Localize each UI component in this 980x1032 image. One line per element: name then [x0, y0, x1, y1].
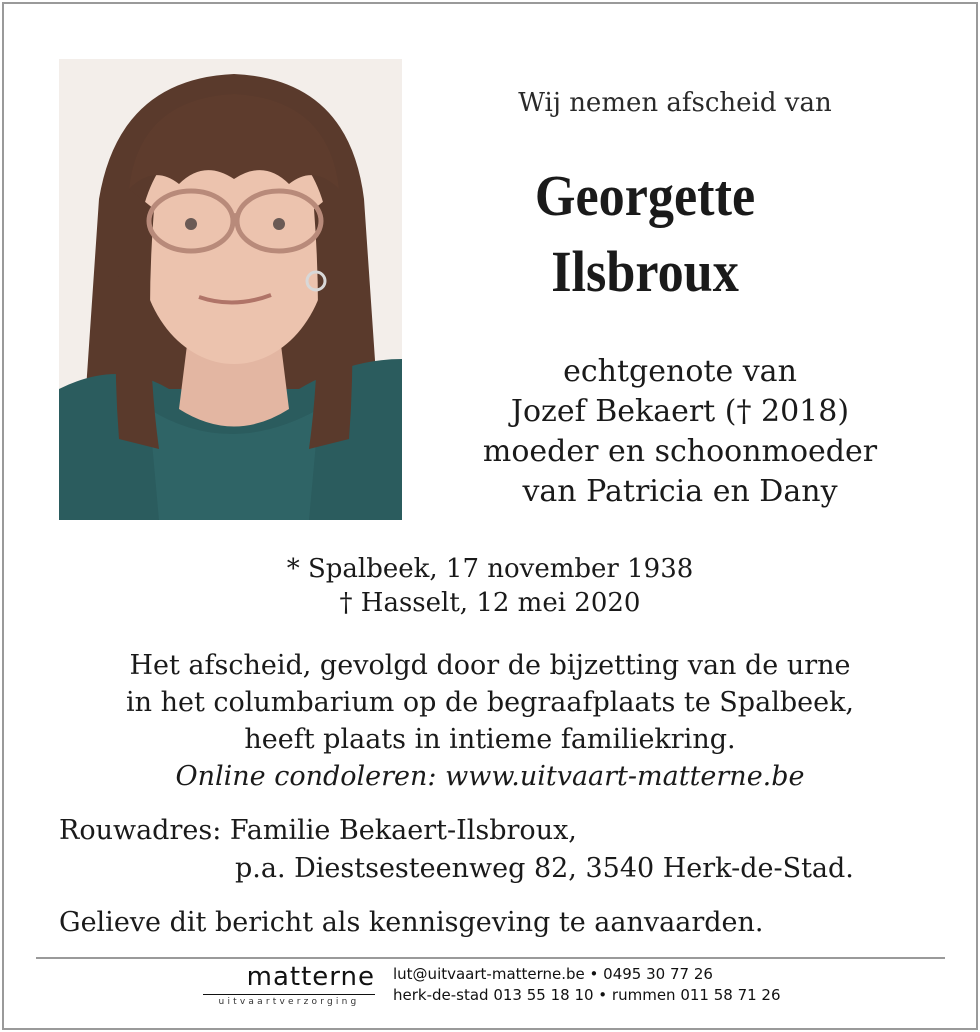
footer-divider — [36, 957, 945, 959]
relation-line: Jozef Bekaert († 2018) — [510, 394, 850, 429]
ceremony-line: in het columbarium op de begraafplaats te Spalbeek, — [125, 687, 855, 718]
ceremony-line: heeft plaats in intieme familiekring. — [244, 724, 736, 755]
relation-line: echtgenote van — [563, 354, 797, 389]
address-line: p.a. Diestsesteenweg 82, 3540 Herk-de-Stad. — [235, 853, 854, 884]
ceremony-line: Het afscheid, gevolgd door de bijzetting van de urne — [129, 650, 851, 681]
portrait-photo — [59, 59, 402, 520]
logo-word: matterne — [246, 962, 375, 992]
deceased-name — [461, 158, 830, 310]
birth-date: * Spalbeek, 17 november 1938 — [286, 554, 694, 584]
address-line: Rouwadres: Familie Bekaert-Ilsbroux, — [59, 815, 577, 846]
contact-info — [393, 964, 813, 1006]
mourning-address — [59, 812, 939, 888]
logo-rule — [203, 994, 375, 995]
online-condolence-link[interactable]: Online condoleren: www.uitvaart-matterne.be — [175, 761, 805, 792]
relation-line: van Patricia en Dany — [522, 474, 838, 509]
ceremony-block — [0, 647, 980, 795]
last-name: Ilsbroux — [551, 239, 739, 304]
dates-block — [0, 552, 980, 620]
logo-subtitle: uitvaartverzorging — [218, 997, 360, 1007]
contact-line[interactable]: lut@uitvaart-matterne.be • 0495 30 77 26 — [393, 965, 713, 983]
relation-line: moeder en schoonmoeder — [482, 434, 878, 469]
contact-line: herk-de-stad 013 55 18 10 • rummen 011 58 71 26 — [393, 986, 781, 1004]
first-name: Georgette — [534, 163, 756, 228]
matterne-logo — [203, 962, 375, 1012]
notice-text: Gelieve dit bericht als kennisgeving te aanvaarden. — [59, 907, 764, 938]
relations-block — [420, 352, 940, 512]
intro-text: Wij nemen afscheid van — [518, 88, 832, 118]
death-date: † Hasselt, 12 mei 2020 — [339, 588, 641, 618]
